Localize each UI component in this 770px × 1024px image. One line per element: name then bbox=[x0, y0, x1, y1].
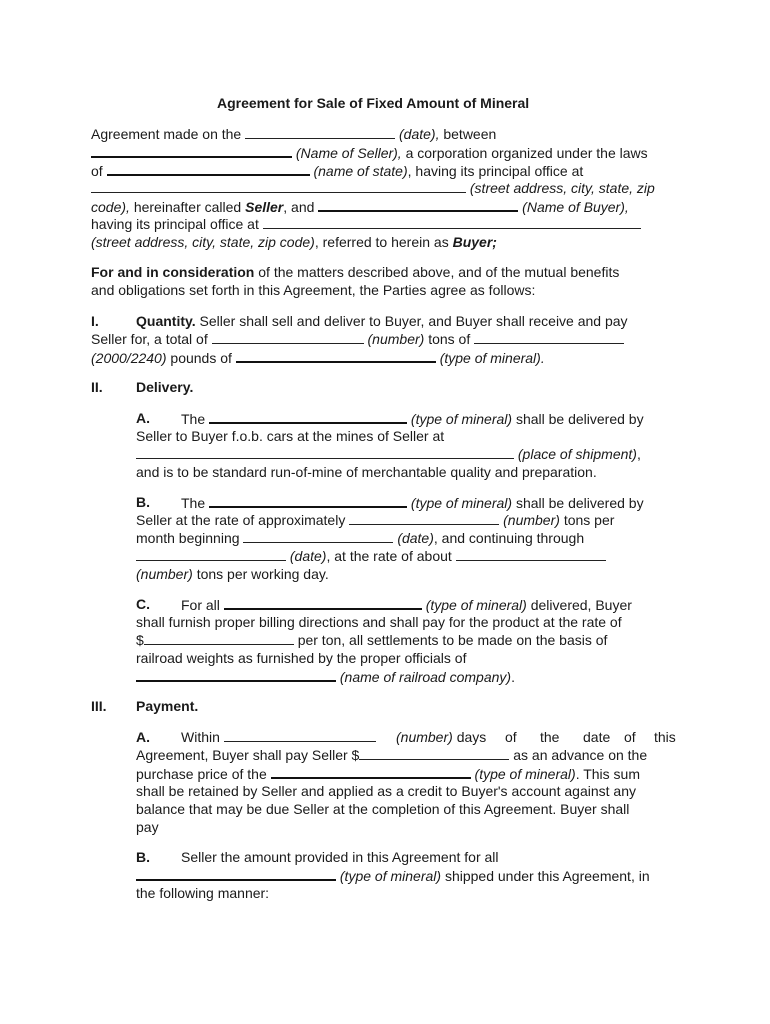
shipped-text: shipped under this Agreement, in bbox=[444, 868, 650, 884]
having-office-text: having its principal office at bbox=[91, 216, 259, 232]
payment-heading: Payment. bbox=[136, 698, 199, 714]
delivery-b-mineral-blank[interactable] bbox=[209, 493, 407, 508]
buyer-name-blank[interactable] bbox=[318, 197, 518, 212]
per-ton-text: per ton, all settlements to be made on the basis of bbox=[297, 632, 608, 648]
intro-line-1 bbox=[91, 125, 496, 143]
delivery-heading: Delivery. bbox=[136, 379, 194, 395]
hereinafter-text: hereinafter called bbox=[133, 199, 242, 215]
principal-office-text: , having its principal office at bbox=[407, 163, 584, 179]
intro-line-2 bbox=[91, 143, 648, 162]
daily-rate-blank[interactable] bbox=[456, 547, 606, 561]
delivery-c-line-5 bbox=[136, 667, 515, 686]
payment-b-mineral-hint: (type of mineral) bbox=[339, 868, 442, 884]
section-2-number: II. bbox=[91, 379, 103, 395]
railroad-hint: (name of railroad company) bbox=[339, 669, 512, 685]
purchase-price-text: purchase price of the bbox=[136, 766, 267, 782]
comma-text: , bbox=[636, 446, 641, 462]
start-date-blank[interactable] bbox=[243, 529, 393, 543]
advance-text: as an advance on the bbox=[513, 747, 648, 763]
days-number-hint: (number) bbox=[396, 729, 453, 745]
made-on-text: Agreement made on the bbox=[91, 126, 242, 142]
month-beginning-text: month beginning bbox=[136, 530, 240, 546]
end-date-hint: (date) bbox=[289, 548, 327, 564]
seller-address-hint: (street address, city, state, zip bbox=[469, 180, 655, 196]
delivered-by-text: shall be delivered by bbox=[515, 411, 644, 427]
tons-number-blank[interactable] bbox=[212, 330, 364, 344]
consideration-line-1 bbox=[91, 263, 619, 281]
place-of-shipment-blank[interactable] bbox=[136, 445, 514, 459]
payment-a-line-2 bbox=[136, 746, 647, 764]
delivery-b-label: B. bbox=[136, 494, 150, 510]
quantity-heading: Quantity. bbox=[136, 313, 196, 329]
intro-line-7 bbox=[91, 233, 497, 251]
delivered-by-text: shall be delivered by bbox=[515, 495, 644, 511]
document-title: Agreement for Sale of Fixed Amount of Mineral bbox=[217, 95, 530, 111]
section-1-line-3 bbox=[91, 348, 545, 367]
seller-name-blank[interactable] bbox=[91, 143, 292, 158]
payment-a-label: A. bbox=[136, 729, 150, 745]
total-of-text: Seller for, a total of bbox=[91, 331, 208, 347]
section-1-number: I. bbox=[91, 313, 99, 329]
delivery-c-mineral-hint: (type of mineral) bbox=[425, 597, 527, 613]
buyer-term: Buyer; bbox=[452, 234, 497, 250]
payment-a-line-5: balance that may be due Seller at the completion of this Agreement. Buyer shall bbox=[136, 801, 630, 817]
delivery-a-line-3 bbox=[136, 445, 641, 463]
delivery-a-line-2: Seller to Buyer f.o.b. cars at the mines of Seller at bbox=[136, 428, 445, 444]
section-1-line-1 bbox=[136, 312, 628, 330]
delivery-c-label: C. bbox=[136, 596, 150, 612]
section-3-number: III. bbox=[91, 698, 107, 714]
delivery-b-line-2 bbox=[136, 511, 614, 529]
within-text: Within bbox=[181, 729, 220, 745]
intro-line-6 bbox=[91, 215, 641, 233]
intro-line-5 bbox=[91, 197, 629, 216]
state-name-hint: (name of state) bbox=[313, 163, 408, 179]
buyer-address-blank[interactable] bbox=[263, 215, 641, 229]
seller-address-blank[interactable] bbox=[91, 179, 466, 193]
delivery-a-line-1 bbox=[181, 409, 644, 428]
date-blank[interactable] bbox=[245, 125, 395, 139]
referred-text: , referred to herein as bbox=[314, 234, 449, 250]
rate-approx-text: Seller at the rate of approximately bbox=[136, 512, 346, 528]
and-text: , and bbox=[283, 199, 315, 215]
days-word: days bbox=[456, 729, 487, 745]
mineral-type-hint: (type of mineral). bbox=[439, 350, 545, 366]
continuing-text: , and continuing through bbox=[433, 530, 585, 546]
rate-about-text: , at the rate of about bbox=[326, 548, 452, 564]
delivery-a-mineral-hint: (type of mineral) bbox=[410, 411, 513, 427]
corp-organized-text: a corporation organized under the laws bbox=[405, 145, 648, 161]
delivery-c-line-4: railroad weights as furnished by the proper officials of bbox=[136, 650, 467, 666]
delivery-c-line-2: shall furnish proper billing directions and shall pay for the product at the rate of bbox=[136, 614, 622, 630]
delivery-a-mineral-blank[interactable] bbox=[209, 409, 407, 424]
consideration-text-1: of the matters described above, and of the mutual benefits bbox=[258, 264, 620, 280]
seller-term: Seller bbox=[245, 199, 284, 215]
tons-per-day-text: tons per working day. bbox=[196, 566, 329, 582]
payment-b-line-1: Seller the amount provided in this Agreement for all bbox=[181, 849, 499, 865]
end-date-blank[interactable] bbox=[136, 547, 286, 561]
delivery-a-line-4: and is to be standard run-of-mine of merchantable quality and preparation. bbox=[136, 464, 597, 480]
intro-line-3 bbox=[91, 161, 583, 180]
consideration-line-2: and obligations set forth in this Agreement, the Parties agree as follows: bbox=[91, 282, 536, 298]
the-text: The bbox=[181, 411, 206, 427]
payment-a-mineral-blank[interactable] bbox=[271, 764, 471, 779]
payment-b-label: B. bbox=[136, 849, 150, 865]
units-hint: (2000/2240) bbox=[91, 350, 167, 366]
delivery-b-line-1 bbox=[181, 493, 644, 512]
dollar-text: $ bbox=[136, 632, 144, 648]
intro-line-4 bbox=[91, 179, 655, 197]
pounds-of-text: pounds of bbox=[170, 350, 232, 366]
number-hint: (number) bbox=[367, 331, 425, 347]
delivery-b-mineral-hint: (type of mineral) bbox=[410, 495, 513, 511]
delivery-c-line-3 bbox=[136, 631, 607, 649]
price-per-ton-blank[interactable] bbox=[144, 631, 294, 645]
payment-b-line-3: the following manner: bbox=[136, 885, 270, 901]
buyer-name-hint: (Name of Buyer), bbox=[522, 199, 629, 215]
buyer-address-hint: (street address, city, state, zip code) bbox=[91, 234, 315, 250]
delivered-buyer-text: delivered, Buyer bbox=[530, 597, 632, 613]
payment-a-of-1: of bbox=[505, 729, 517, 745]
payment-a-line-6: pay bbox=[136, 819, 159, 835]
payment-a-the: the bbox=[540, 729, 560, 745]
payment-a-this: this bbox=[654, 729, 676, 745]
mineral-type-blank[interactable] bbox=[236, 348, 436, 363]
payment-a-line-4: shall be retained by Seller and applied as a credit to Buyer's account against any bbox=[136, 783, 636, 799]
date-hint: (date), bbox=[399, 126, 440, 142]
payment-b-mineral-blank[interactable] bbox=[136, 866, 336, 881]
tons-per-text: tons per bbox=[563, 512, 615, 528]
between-text: between bbox=[443, 126, 497, 142]
rate-number-blank[interactable] bbox=[349, 511, 499, 525]
days-number-blank[interactable] bbox=[224, 728, 376, 742]
code-hint: code), bbox=[91, 199, 130, 215]
quantity-text-1: Seller shall sell and deliver to Buyer, and Buyer shall receive and pay bbox=[199, 313, 628, 329]
of-text: of bbox=[91, 163, 103, 179]
advance-amount-blank[interactable] bbox=[359, 746, 509, 760]
delivery-b-line-4 bbox=[136, 547, 606, 565]
payment-a-days-phrase bbox=[396, 728, 486, 746]
delivery-b-line-3 bbox=[136, 529, 584, 547]
start-date-hint: (date) bbox=[397, 530, 434, 546]
seller-name-hint: (Name of Seller), bbox=[295, 145, 402, 161]
this-sum-text: . This sum bbox=[575, 766, 640, 782]
the-text: The bbox=[181, 495, 206, 511]
tons-of-blank[interactable] bbox=[474, 330, 624, 344]
payment-a-date: date bbox=[583, 729, 611, 745]
section-1-line-2 bbox=[91, 330, 624, 348]
payment-a-line-3 bbox=[136, 764, 640, 783]
payment-a-mineral-hint: (type of mineral) bbox=[474, 766, 576, 782]
rate-number-hint: (number) bbox=[503, 512, 560, 528]
delivery-b-line-5 bbox=[136, 565, 329, 583]
agreement-pay-text: Agreement, Buyer shall pay Seller $ bbox=[136, 747, 360, 763]
state-name-blank[interactable] bbox=[107, 161, 310, 176]
payment-a-line-1 bbox=[181, 728, 376, 746]
tons-of-text: tons of bbox=[428, 331, 471, 347]
delivery-a-label: A. bbox=[136, 410, 150, 426]
consideration-bold: For and in consideration bbox=[91, 264, 255, 280]
payment-b-line-2 bbox=[136, 866, 650, 885]
railroad-blank[interactable] bbox=[136, 667, 336, 682]
for-all-text: For all bbox=[181, 597, 220, 613]
delivery-c-mineral-blank[interactable] bbox=[224, 595, 422, 610]
delivery-c-line-1 bbox=[181, 595, 632, 614]
place-of-shipment-hint: (place of shipment) bbox=[517, 446, 637, 462]
daily-number-hint: (number) bbox=[136, 566, 193, 582]
payment-a-of-2: of bbox=[624, 729, 636, 745]
period-text: . bbox=[511, 669, 515, 685]
